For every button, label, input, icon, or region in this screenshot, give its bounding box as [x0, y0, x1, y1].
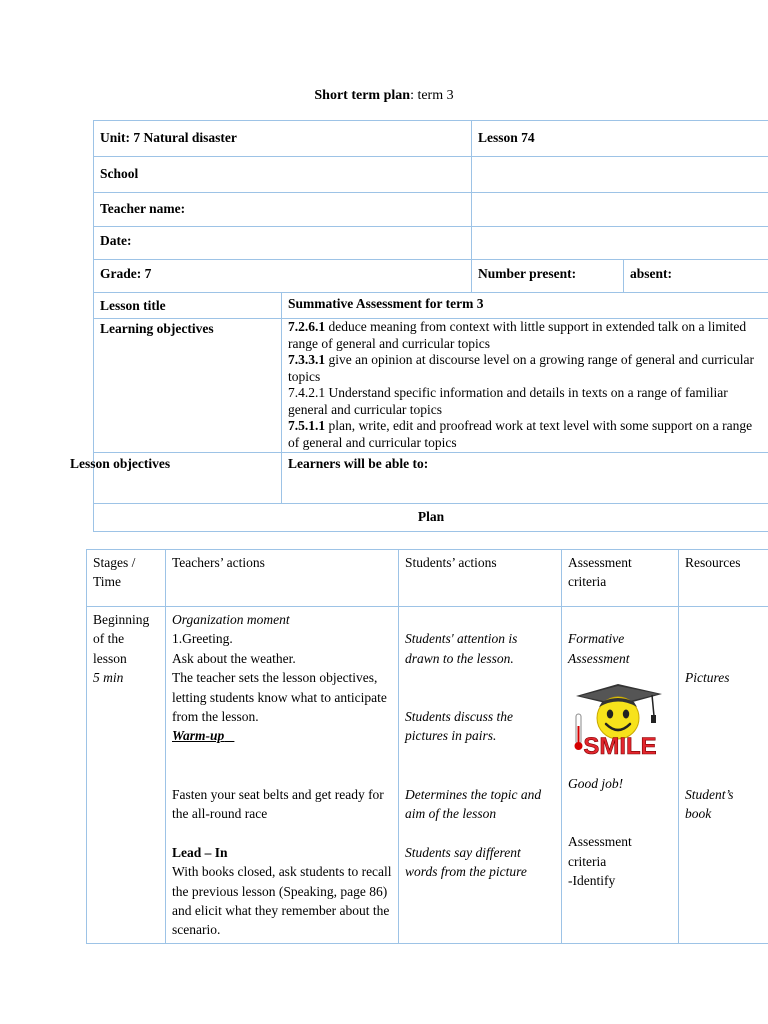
plan-heading: Plan — [94, 504, 768, 532]
formative-assessment: Formative Assessment — [568, 631, 630, 666]
plan-table — [86, 549, 768, 944]
leadin-heading: Lead – In — [172, 844, 228, 860]
teacher-actions-cell — [166, 607, 399, 944]
smile-icon — [568, 680, 664, 764]
books-closed-text: With books closed, ask students to recall the previous lesson (Speaking, page 86) and elicit what they remember about the scenario. — [172, 864, 392, 938]
resource-pictures: Pictures — [685, 670, 730, 686]
org-moment: Organization moment — [172, 612, 290, 627]
teacher-name-value — [472, 193, 768, 227]
school-value — [472, 157, 768, 193]
warmup-heading: Warm-up — [172, 728, 225, 744]
svg-text:SMILE: SMILE — [583, 733, 657, 761]
students-actions-cell — [399, 607, 562, 944]
identify-text: -Identify — [568, 873, 616, 889]
assessment-cell — [562, 607, 679, 944]
smile-graduate-image — [568, 680, 664, 764]
objective-item: 7.2.6.1 deduce meaning from context with little support in extended talk on a limited range of general and curricular topics — [288, 319, 747, 351]
greeting: 1.Greeting. — [172, 631, 233, 647]
weather: Ask about the weather. — [172, 650, 296, 666]
document-title — [0, 88, 768, 104]
learning-objectives-label: Learning objectives — [94, 319, 282, 453]
stage-cell: Beginning of the lesson 5 min — [87, 607, 166, 944]
header-stages: Stages / Time — [87, 550, 166, 607]
good-job: Good job! — [568, 776, 624, 792]
fasten-text: Fasten your seat belts and get ready for the all-round race — [172, 786, 384, 822]
header-students-actions: Students’ actions — [399, 550, 562, 607]
sets-objectives: The teacher sets the lesson objectives, letting students know what to anticipate from the lesson. — [172, 670, 387, 725]
assessment-criteria-text: Assessment criteria — [568, 834, 632, 869]
learning-objectives-list — [282, 319, 768, 453]
objective-item: 7.5.1.1 plan, write, edit and proofread work at text level with some support on a range of general and curricular topics — [288, 418, 753, 450]
lesson-objectives-label: Lesson objectives — [70, 456, 171, 471]
date-label: Date: — [94, 227, 472, 260]
objective-item: 7.4.2.1 Understand specific information and details in texts on a range of familiar general and curricular topics — [288, 385, 728, 417]
students-discuss: Students discuss the pictures in pairs. — [405, 708, 513, 744]
number-present-cell: Number present: — [472, 260, 624, 293]
stage-time: 5 min — [93, 670, 124, 686]
resource-book: Student’s book — [685, 786, 734, 821]
school-label: School — [94, 157, 472, 193]
date-value — [472, 227, 768, 260]
lesson-title-label: Lesson title — [94, 293, 282, 319]
absent-cell: absent: — [624, 260, 768, 293]
resources-cell — [679, 607, 768, 944]
lesson-number-cell: Lesson 74 — [472, 121, 768, 157]
header-teachers-actions: Teachers’ actions — [166, 550, 399, 607]
learners-able-cell: Learners will be able to: — [282, 453, 768, 504]
objective-item: 7.3.3.1 give an opinion at discourse level on a growing range of general and curricular topics — [288, 352, 754, 384]
header-assessment: Assessment criteria — [562, 550, 679, 607]
header-table — [93, 120, 768, 532]
students-attention: Students' attention is drawn to the lesson. — [405, 631, 518, 666]
students-determine: Determines the topic and aim of the lesson — [405, 786, 542, 821]
lesson-title-value: Summative Assessment for term 3 — [282, 293, 768, 319]
document-title-rest: : term 3 — [410, 88, 454, 103]
grade-cell: Grade: 7 — [94, 260, 472, 293]
teacher-name-label: Teacher name: — [94, 193, 472, 227]
unit-cell: Unit: 7 Natural disaster — [94, 121, 472, 157]
header-resources: Resources — [679, 550, 768, 607]
students-say: Students say different words from the picture — [405, 844, 527, 880]
document-title-bold: Short term plan — [314, 88, 411, 103]
